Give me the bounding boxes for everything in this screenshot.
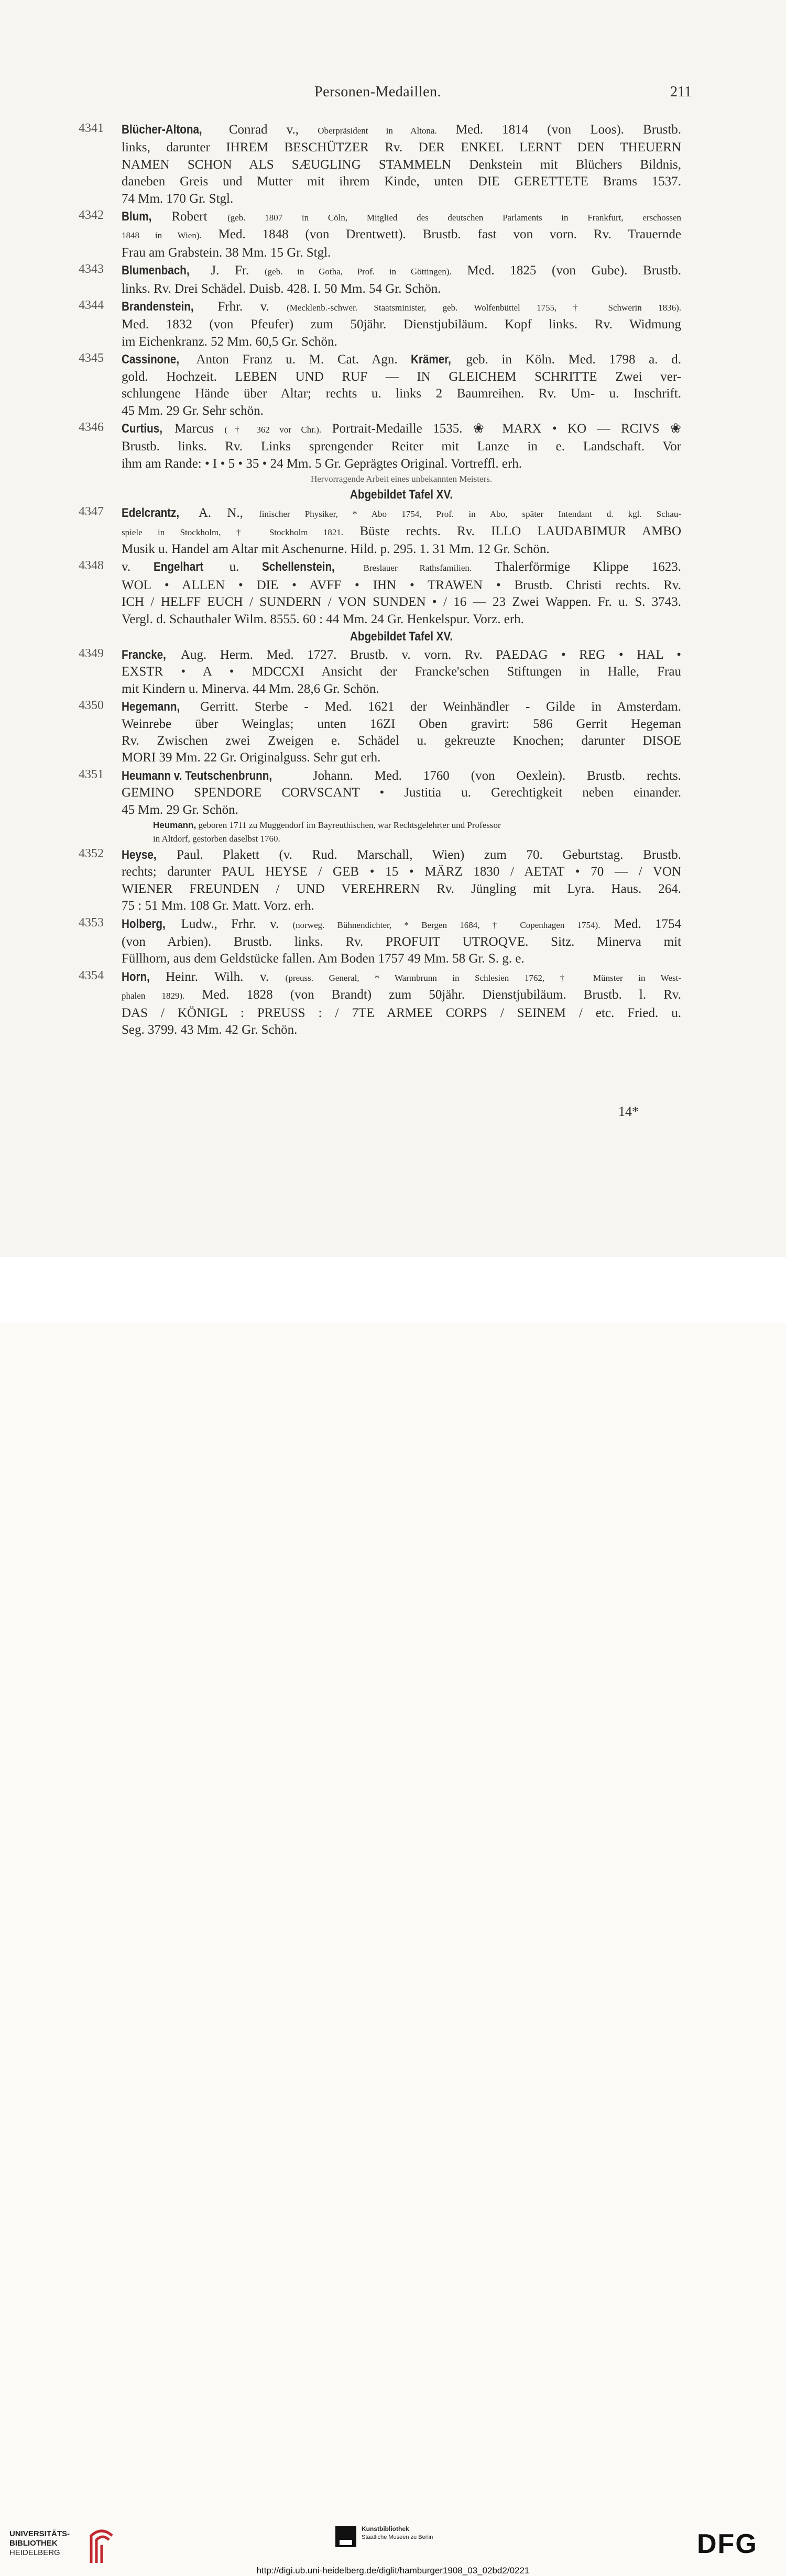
- entry-number: 4350: [79, 699, 104, 713]
- entry-line: [122, 523, 681, 541]
- entry-text: MORI 39 Mm. 22 Gr. Originalguss. Sehr gut erh.: [122, 750, 381, 765]
- entry-note: (geb. in Gotha, Prof. in Göttingen).: [264, 267, 452, 277]
- entry-number: 4346: [79, 420, 104, 434]
- entry-note: Oberpräsident in Altona.: [318, 126, 437, 136]
- entry-line: [122, 699, 681, 715]
- entry-text: Vergl. d. Schauthaler Wilm. 8555. 60 : 44 Mm. 24 Gr. Henkelspur. Vorz. erh.: [122, 612, 524, 626]
- entry-text: DAS / KÖNIGL : PREUSS : / 7TE ARMEE CORPS / SEINEM / etc. Fried. u.: [122, 1005, 681, 1020]
- entry-line: [122, 916, 681, 934]
- entry-line: [122, 226, 681, 244]
- catalog-entry: [79, 768, 681, 846]
- entry-text: Robert: [151, 209, 228, 224]
- entry-text: J. Fr.: [195, 263, 265, 278]
- entry-text: links, darunter IHREM BESCHÜTZER Rv. DER ENKEL LERNT DEN THEUERN: [122, 140, 681, 155]
- entry-text: 45 Mm. 29 Gr. Schön.: [122, 802, 238, 817]
- entry-name: Horn,: [122, 969, 150, 984]
- plate-reference: Abgebildet Tafel XV.: [350, 629, 453, 644]
- catalog-entry: [79, 351, 681, 419]
- entry-text: mit Kindern u. Minerva. 44 Mm. 28,6 Gr. Schön.: [122, 681, 379, 696]
- entry-line: [122, 334, 681, 350]
- catalog-entry: [79, 505, 681, 558]
- entry-text: Med. 1828 (von Brandt) zum 50jähr. Dienstjubiläum. Brustb. l. Rv.: [184, 988, 681, 1002]
- entry-line: [122, 139, 681, 156]
- entry-number: 4349: [79, 646, 104, 660]
- entry-number: 4344: [79, 298, 104, 313]
- page-title: Personen-Medaillen.: [314, 84, 441, 100]
- catalog-entry: [79, 298, 681, 350]
- entry-text: Musik u. Handel am Altar mit Aschenurne. Hild. p. 295. 1. 31 Mm. 12 Gr. Schön.: [122, 541, 550, 556]
- university-library-logo[interactable]: [9, 2525, 119, 2567]
- entry-remark: Hervorragende Arbeit eines unbekannten Meisters.: [310, 474, 493, 484]
- entry-note: finischer Physiker, * Abo 1754, Prof. in Abo, später Intendant d. kgl. Schau-: [259, 509, 681, 519]
- entry-text: Med. 1825 (von Gube). Brustb.: [451, 263, 681, 278]
- entry-line: [122, 208, 681, 226]
- entry-line: [122, 456, 681, 472]
- entry-name: Cassinone,: [122, 352, 180, 367]
- entry-line: [122, 784, 681, 801]
- catalog-entry: [79, 916, 681, 968]
- entry-line: [122, 681, 681, 698]
- entry-number: 4348: [79, 559, 104, 573]
- entry-line: [122, 881, 681, 898]
- page-number: 211: [670, 84, 692, 100]
- entry-text: daneben Greis und Mutter mit ihrem Kinde, unten DIE GERETTETE Brams 1537.: [122, 174, 681, 189]
- entry-text: Portrait-Medaille 1535. ❀ MARX • KO — RCIVS ❀: [321, 421, 681, 436]
- entry-line: [122, 316, 681, 333]
- entry-name: Francke,: [122, 647, 166, 662]
- entry-name: Engelhart: [154, 560, 204, 574]
- entry-line: [122, 281, 681, 297]
- entry-text: Conrad v.,: [210, 123, 318, 137]
- entry-text: Med. 1848 (von Drentwett). Brustb. fast von vorn. Rv. Trauernde: [201, 227, 681, 242]
- remark-name: Heumann,: [153, 820, 196, 831]
- heidelberg-logo-icon: [86, 2525, 117, 2566]
- entry-line: [122, 438, 681, 455]
- catalog-entry: [79, 262, 681, 297]
- entry-name: Blumenbach,: [122, 263, 190, 278]
- entry-text: geb. in Köln. Med. 1798 a. d.: [452, 352, 681, 367]
- remark-text: geboren 1711 zu Muggendorf im Bayreuthischen, war Rechtsgelehrter und Professor: [196, 820, 501, 831]
- entry-text: Anton Franz u. M. Cat. Agn.: [183, 352, 411, 367]
- entry-text: Büste rechts. Rv. ILLO LAUDABIMUR AMBO: [343, 524, 681, 538]
- entry-number: 4347: [79, 505, 104, 519]
- entry-name: Schellenstein,: [262, 560, 335, 574]
- entry-name: Holberg,: [122, 916, 166, 931]
- footer-bar: [0, 1257, 786, 2575]
- entry-text: Thalerförmige Klippe 1623.: [472, 560, 681, 574]
- entry-number: 4353: [79, 915, 104, 930]
- entry-line: [122, 768, 681, 784]
- entry-line: [122, 847, 681, 864]
- entry-text: 75 : 51 Mm. 108 Gr. Matt. Vorz. erh.: [122, 899, 314, 913]
- entry-line: [122, 950, 681, 967]
- entry-note: (Mecklenb.-schwer. Staatsminister, geb. Wolfenbüttel 1755, † Schwerin 1836).: [287, 303, 681, 313]
- entry-line: [122, 298, 681, 316]
- entry-text: links. Rv. Drei Schädel. Duisb. 428. I. 50 Mm. 54 Gr. Schön.: [122, 281, 441, 296]
- entry-text: Brustb. links. Rv. Links sprengender Reiter mit Lanze in e. Landschaft. Vor: [122, 439, 681, 454]
- entry-line: [122, 611, 681, 628]
- entry-text: Marcus: [163, 421, 225, 436]
- entry-number: 4352: [79, 847, 104, 861]
- dfg-logo[interactable]: DFG: [697, 2529, 758, 2559]
- entry-note: phalen 1829).: [122, 991, 185, 1001]
- entry-line: [122, 559, 681, 577]
- entry-line: [122, 351, 681, 368]
- entry-line: [122, 749, 681, 766]
- entry-text: schlungene Hände über Altar; rechts u. links 2 Baumreihen. Rv. Um- u. Inschrift.: [122, 386, 681, 401]
- entry-text: Seg. 3799. 43 Mm. 42 Gr. Schön.: [122, 1023, 298, 1037]
- entry-name: Blum,: [122, 209, 152, 224]
- entry-number: 4342: [79, 208, 104, 223]
- entry-line: [122, 716, 681, 733]
- catalog-entry: [79, 699, 681, 767]
- entry-line: [122, 802, 681, 819]
- entry-text: A. N.,: [183, 506, 259, 521]
- entry-line: [122, 647, 681, 664]
- entry-name: Krämer,: [411, 352, 452, 367]
- kunstbibliothek-name: Kunstbibliothek Staatliche Museen zu Berlin: [362, 2525, 433, 2540]
- entry-line: [122, 864, 681, 880]
- entry-line: [122, 1022, 681, 1038]
- entry-number: 4351: [79, 767, 104, 781]
- entry-text: WOL • ALLEN • DIE • AVFF • IHN • TRAWEN • Brustb. Christi rechts. Rv.: [122, 578, 681, 592]
- entry-line: [122, 541, 681, 558]
- entry-number: 4354: [79, 968, 104, 982]
- catalog-entry: [79, 847, 681, 915]
- entry-note: Breslauer Rathsfamilien.: [341, 563, 472, 573]
- entry-text: ICH / HELFF EUCH / SUNDERN / VON SUNDEN • / 16 — 23 Zwei Wappen. Fr. u. S. 3743.: [122, 595, 681, 610]
- entry-text: Heinr. Wilh. v.: [149, 969, 286, 984]
- catalog-entry: [79, 121, 681, 207]
- entry-text: Med. 1832 (von Pfeufer) zum 50jähr. Dienstjubiläum. Kopf links. Rv. Widmung: [122, 317, 681, 332]
- entry-text: NAMEN SCHON ALS SÆUGLING STAMMELN Denkstein mit Blüchers Bildnis,: [122, 157, 681, 172]
- entry-text: Frhr. v.: [200, 300, 287, 314]
- entry-text: im Eichenkranz. 52 Mm. 60,5 Gr. Schön.: [122, 334, 337, 349]
- entry-line: [122, 934, 681, 950]
- catalog-entry: [79, 421, 681, 504]
- entry-name: Hegemann,: [122, 700, 180, 714]
- entry-text: ihm am Rande: • I • 5 • 35 • 24 Mm. 5 Gr. Geprägtes Original. Vortreffl. erh.: [122, 456, 522, 471]
- running-head: [79, 84, 692, 105]
- entry-line: [122, 987, 681, 1004]
- catalog-entry: [79, 969, 681, 1039]
- entry-note: 1848 in Wien).: [122, 230, 202, 241]
- entry-number: 4343: [79, 262, 104, 277]
- entry-text: Gerritt. Sterbe - Med. 1621 der Weinhändler - Gilde in Amsterdam.: [184, 700, 681, 714]
- entry-line: [122, 385, 681, 402]
- entry-remark: [122, 819, 681, 846]
- entry-text: Paul. Plakett (v. Rud. Marschall, Wien) zum 70. Geburtstag. Brustb.: [157, 848, 681, 863]
- entry-text: Ludw., Frhr. v.: [167, 916, 293, 931]
- university-library-name: UNIVERSITÄTS- BIBLIOTHEK HEIDELBERG: [9, 2529, 70, 2557]
- entry-text: v.: [122, 560, 154, 574]
- catalog-entry: [79, 559, 681, 646]
- entry-note: (norweg. Bühnendichter, * Bergen 1684, † Copenhagen 1754).: [292, 920, 601, 930]
- entry-text: rechts; darunter PAUL HEYSE / GEB • 15 • MÄRZ 1830 / AETAT • 70 — / VON: [122, 865, 681, 879]
- entry-text: Weinrebe über Weinglas; unten 16ZI Oben gravirt: 586 Gerrit Hegeman: [122, 716, 681, 731]
- entry-line: [122, 505, 681, 523]
- entry-line: [122, 245, 681, 261]
- entry-line: [122, 121, 681, 139]
- entry-line: [122, 403, 681, 419]
- entry-line: [122, 262, 681, 280]
- entry-line: [122, 369, 681, 385]
- entry-text: u.: [206, 560, 263, 574]
- entry-text: 74 Mm. 170 Gr. Stgl.: [122, 191, 234, 206]
- scanned-page: [0, 0, 786, 1257]
- entry-text: Med. 1754: [600, 916, 681, 931]
- entry-line: [122, 577, 681, 594]
- kunstbibliothek-logo[interactable]: [335, 2522, 451, 2553]
- entry-line: [122, 969, 681, 987]
- entry-line: [122, 664, 681, 680]
- entry-line: [122, 594, 681, 611]
- entry-name: Blücher-Altona,: [122, 123, 202, 137]
- entry-name: Edelcrantz,: [122, 506, 180, 521]
- sheet-signature: 14*: [618, 1104, 639, 1119]
- entry-note: spiele in Stockholm, † Stockholm 1821.: [122, 527, 344, 537]
- entry-line: [122, 421, 681, 438]
- entry-number: 4345: [79, 351, 104, 366]
- entry-line: [122, 1005, 681, 1022]
- entry-text: (von Arbien). Brustb. links. Rv. PROFUIT UTROQVE. Sitz. Minerva mit: [122, 935, 681, 949]
- catalog-entry: [79, 647, 681, 698]
- entry-number: 4341: [79, 121, 104, 135]
- kunstbibliothek-emblem-icon: [335, 2526, 356, 2547]
- entry-text: EXSTR • A • MDCCXI Ansicht der Francke'schen Stiftungen in Halle, Frau: [122, 665, 681, 679]
- entry-text: Johann. Med. 1760 (von Oexlein). Brustb. rechts.: [291, 768, 681, 783]
- entry-line: [122, 898, 681, 914]
- entry-text: WIENER FREUNDEN / UND VEREHRERN Rv. Jüngling mit Lyra. Haus. 264.: [122, 881, 681, 896]
- entry-text: gold. Hochzeit. LEBEN UND RUF — IN GLEICHEM SCHRITTE Zwei ver-: [122, 369, 681, 384]
- plate-reference: Abgebildet Tafel XV.: [350, 488, 453, 502]
- entry-name: Brandenstein,: [122, 300, 194, 314]
- entry-text: Aug. Herm. Med. 1727. Brustb. v. vorn. Rv. PAEDAG • REG • HAL •: [168, 647, 681, 662]
- remark-text: in Altdorf, gestorben daselbst 1760.: [153, 834, 280, 844]
- entry-text: 45 Mm. 29 Gr. Sehr schön.: [122, 403, 264, 418]
- entry-line: [122, 173, 681, 190]
- entry-name: Curtius,: [122, 421, 162, 436]
- entry-note: († 362 vor Chr.).: [224, 424, 322, 435]
- entry-text: GEMINO SPENDORE CORVSCANT • Justitia u. Gerechtigkeit neben einander.: [122, 786, 681, 800]
- entry-text: Füllhorn, aus dem Geldstücke fallen. Am Boden 1757 49 Mm. 58 Gr. S. g. e.: [122, 952, 525, 966]
- entry-text: Med. 1814 (von Loos). Brustb.: [436, 123, 681, 137]
- catalog-entry: [79, 208, 681, 261]
- entry-text: Rv. Zwischen zwei Zweigen e. Schädel u. gekreuzte Knochen; darunter DISOE: [122, 734, 681, 748]
- catalog-entries: [79, 121, 681, 1040]
- entry-line: [122, 733, 681, 749]
- entry-note: (geb. 1807 in Cöln, Mitglied des deutschen Parlaments in Frankfurt, erschossen: [227, 213, 681, 223]
- entry-line: [122, 191, 681, 207]
- entry-name: Heumann v. Teutschenbrunn,: [122, 768, 272, 783]
- entry-name: Heyse,: [122, 848, 157, 863]
- entry-text: Frau am Grabstein. 38 Mm. 15 Gr. Stgl.: [122, 245, 331, 260]
- permalink-url[interactable]: http://digi.ub.uni-heidelberg.de/diglit/hamburger1908_03_02bd2/0221: [256, 2566, 530, 2575]
- entry-line: [122, 157, 681, 173]
- entry-note: (preuss. General, * Warmbrunn in Schlesien 1762, † Münster in West-: [285, 972, 681, 983]
